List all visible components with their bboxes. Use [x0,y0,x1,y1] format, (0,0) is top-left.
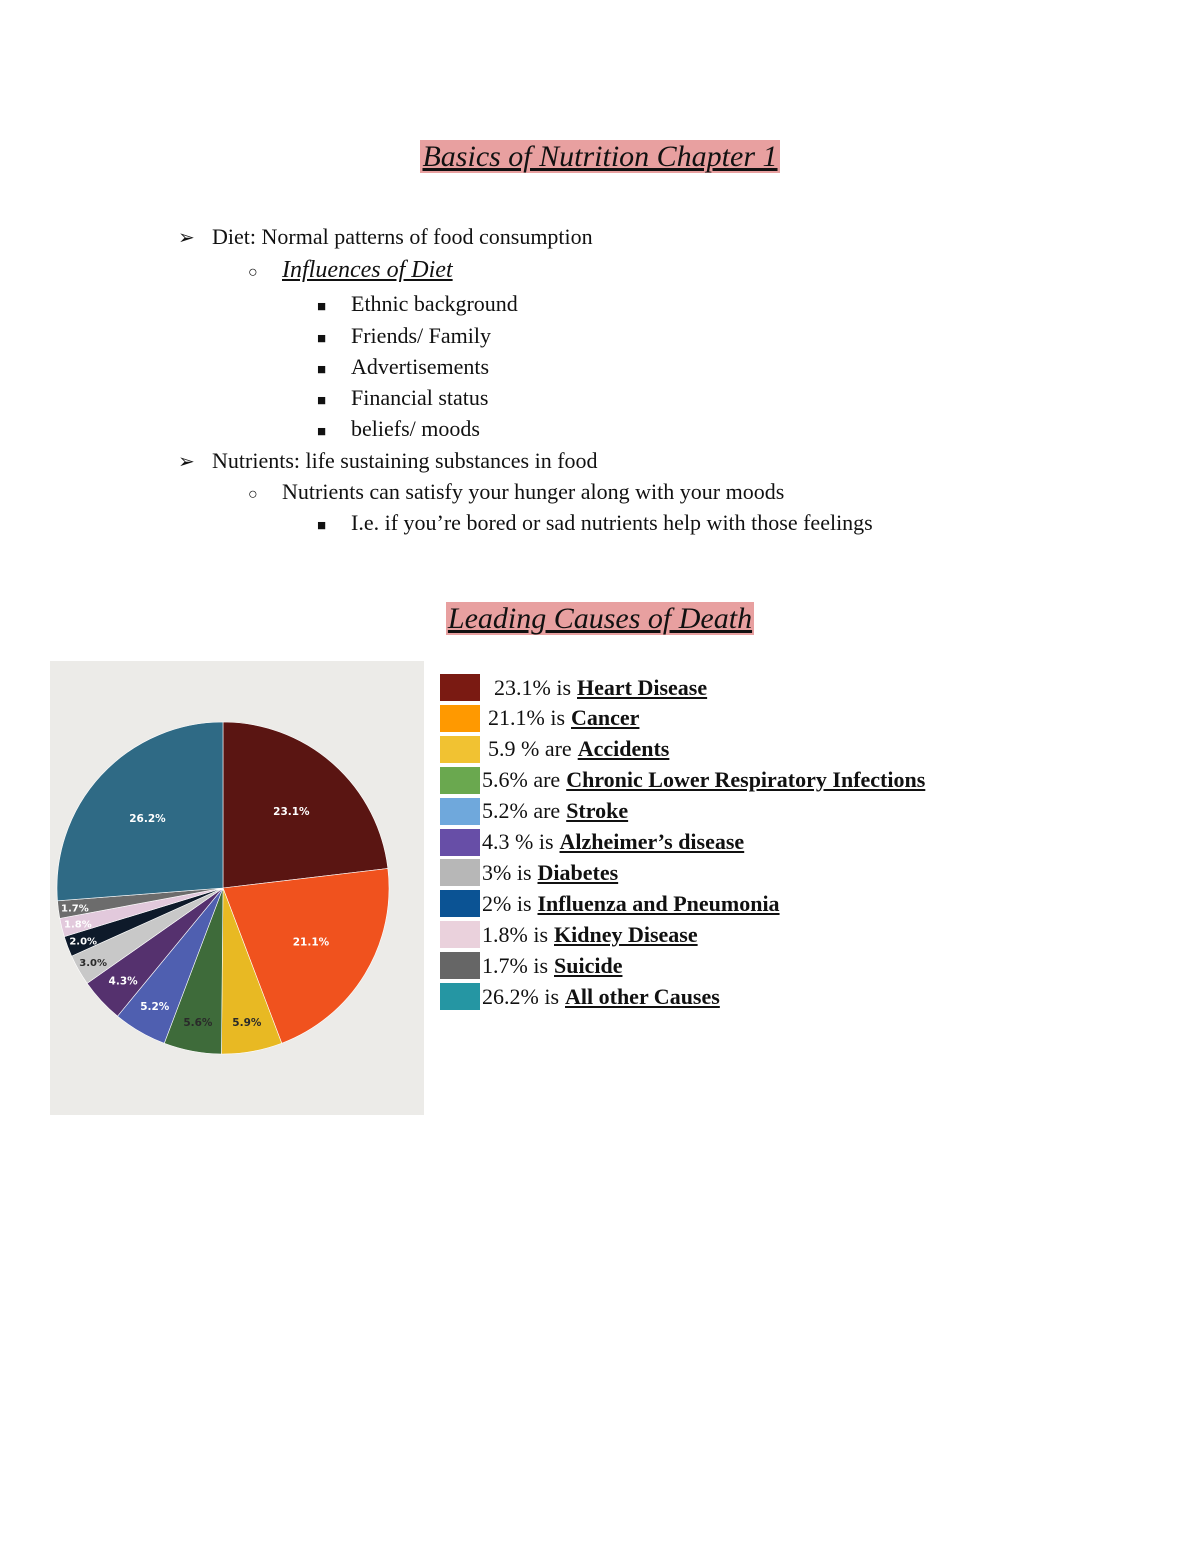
legend-item [440,798,628,825]
legend-percent: 21.1% is [488,705,565,731]
outline-item-level-1 [178,224,593,250]
legend-label: Suicide [554,952,623,978]
outline-item-level-2 [248,257,453,284]
outline-item-text: Diet: Normal patterns of food consumption [212,224,593,249]
pie-slice-label: 26.2% [129,813,166,826]
pie-slice-label: 5.9% [232,1017,262,1030]
outline-item-text: Ethnic background [351,291,518,316]
section-title [0,602,1200,636]
legend-swatch [440,767,480,794]
pie-chart [50,661,424,1115]
legend-label: Heart Disease [577,674,708,700]
legend-percent: 5.6% are [482,767,561,793]
outline-item-text: I.e. if you’re bored or sad nutrients help with those feelings [351,510,873,535]
legend-swatch [440,674,480,701]
legend-label: Chronic Lower Respiratory Infections [566,767,926,793]
legend-percent: 23.1% is [494,674,571,700]
outline-item-text: Influences of Diet [282,257,453,283]
outline-item-text: Nutrients: life sustaining substances in food [212,448,598,473]
legend-swatch [440,952,480,979]
legend-percent: 5.9 % are [488,736,572,762]
outline-item-level-1 [178,448,598,474]
legend-percent: 5.2% are [482,798,561,824]
legend-swatch [440,829,480,856]
legend-item [440,829,744,856]
legend-item [440,921,698,948]
square-bullet-icon: ■ [317,299,327,315]
pie-slice-label: 2.0% [69,936,98,948]
legend-label: Stroke [566,798,629,824]
legend-swatch [440,859,480,886]
page-title [0,140,1200,174]
circle-bullet-icon: ○ [248,486,258,503]
outline-item-text: Financial status [351,385,489,410]
square-bullet-icon: ■ [317,518,327,534]
square-bullet-icon: ■ [317,331,327,347]
legend-label: Accidents [577,736,670,762]
legend-label: Kidney Disease [554,921,698,947]
outline-item-level-3 [317,323,491,349]
pie-slice-label: 1.8% [64,919,92,931]
pie-slice [57,722,223,901]
outline-item-level-3 [317,385,488,411]
legend-swatch [440,736,480,763]
legend-label: Alzheimer’s disease [559,829,745,854]
outline-item-level-3 [317,354,489,380]
pie-slice [223,722,388,888]
legend-item [440,952,622,979]
square-bullet-icon: ■ [317,393,327,409]
legend-swatch [440,983,480,1010]
outline-item-level-3 [317,291,518,317]
legend-swatch [440,705,480,732]
section-title-text: Leading Causes of Death [447,602,753,635]
legend-item [440,859,618,886]
outline-item-text: Friends/ Family [351,323,491,348]
circle-bullet-icon: ○ [248,264,258,281]
legend-item [440,767,925,794]
arrow-bullet-icon: ➢ [178,451,195,473]
legend-item [440,736,669,763]
arrow-bullet-icon: ➢ [178,227,195,249]
pie-slice-label: 5.2% [140,1000,170,1013]
outline-item-text: beliefs/ moods [351,416,480,441]
pie-slice-label: 1.7% [61,903,89,915]
legend-swatch [440,921,480,948]
legend-item [440,983,720,1010]
legend-percent: 1.7% is [482,952,548,978]
pie-slice-label: 23.1% [273,806,310,819]
legend-item [440,705,639,732]
square-bullet-icon: ■ [317,424,327,440]
legend-swatch [440,798,480,825]
pie-slice-label: 5.6% [183,1016,213,1029]
pie-slice-label: 4.3% [108,975,138,988]
legend-label: All other Causes [565,983,720,1009]
legend-percent: 2% is [482,890,532,916]
pie-slice-label: 3.0% [79,957,108,969]
legend-swatch [440,890,480,917]
legend-percent: 1.8% is [482,921,548,947]
legend-percent: 26.2% is [482,983,559,1009]
outline-item-text: Nutrients can satisfy your hunger along with your moods [282,479,785,504]
pie-chart-photo [50,661,424,1115]
legend-percent: 4.3 % is [482,829,554,854]
pie-slice-label: 21.1% [292,936,330,949]
legend-item [440,674,707,701]
legend-percent: 3% is [482,859,532,885]
outline-item-level-3 [317,510,873,536]
outline-item-level-3 [317,416,480,442]
legend-label: Cancer [571,705,640,731]
outline-item-text: Advertisements [351,354,490,379]
legend-item [440,890,780,917]
square-bullet-icon: ■ [317,362,327,378]
legend-label: Influenza and Pneumonia [537,890,780,916]
legend-label: Diabetes [537,859,619,885]
page-title-text: Basics of Nutrition Chapter 1 [422,140,778,173]
outline-item-level-2 [248,479,784,505]
